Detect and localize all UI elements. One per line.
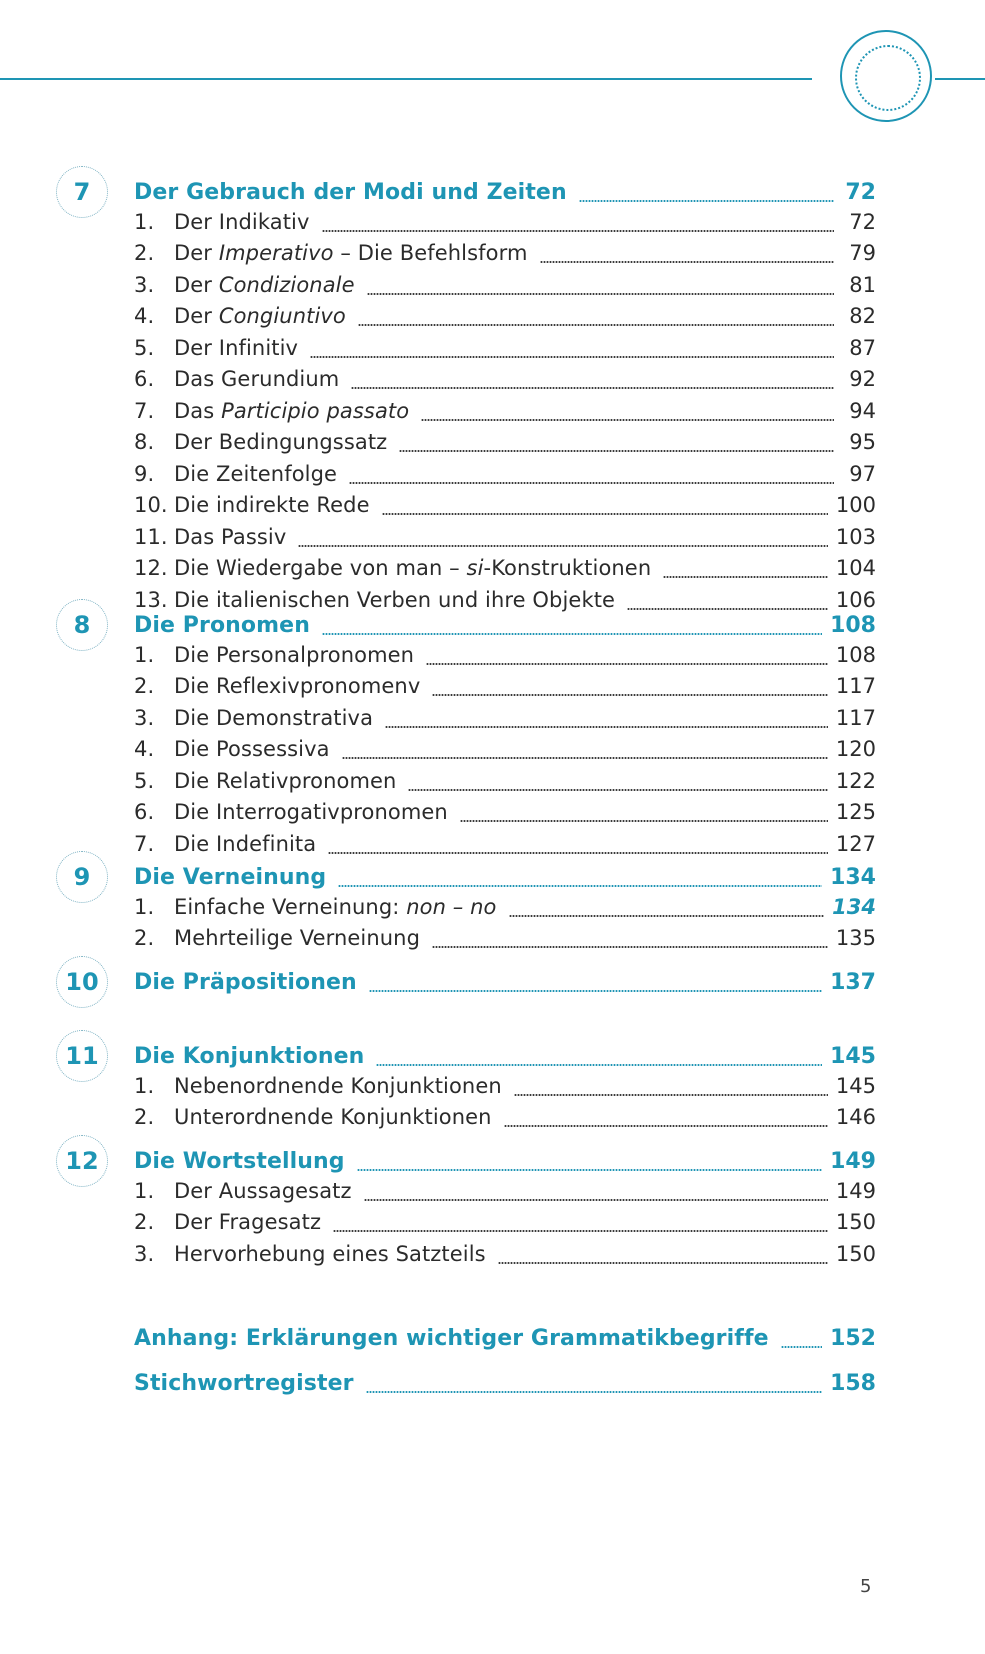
entry-label — [134, 706, 373, 730]
entry-number: 6. — [134, 800, 155, 824]
toc-entry[interactable] — [134, 1179, 876, 1209]
leader-dots — [382, 512, 828, 516]
chapter-page: 134 — [830, 865, 876, 890]
entry-label — [134, 210, 310, 234]
entry-page: 92 — [849, 367, 876, 391]
leader-dots — [333, 1229, 828, 1233]
entry-number: 2. — [134, 241, 155, 265]
entry-number: 3. — [134, 272, 155, 297]
leader-dots — [426, 662, 828, 666]
entry-label — [134, 493, 370, 517]
entry-page: 72 — [849, 209, 876, 234]
entry-title — [174, 1242, 486, 1266]
entry-title-text: Der Aussagesatz — [174, 1178, 352, 1203]
entry-title — [174, 895, 497, 919]
entry-number: 4. — [134, 304, 155, 328]
toc-entry[interactable] — [134, 895, 876, 925]
entry-number: 2. — [134, 1210, 155, 1234]
entry-title-text: Die Possessiva — [174, 737, 330, 761]
leader-dots — [579, 199, 834, 203]
leader-dots — [663, 575, 828, 579]
entry-title-text: Die indirekte Rede — [174, 493, 370, 517]
entry-title-text: Einfache Verneinung: — [174, 894, 407, 919]
entry-title-text: Der — [174, 241, 219, 265]
appendix-page: 152 — [830, 1326, 876, 1351]
entry-title-text: Die Interrogativpronomen — [174, 800, 448, 824]
leader-dots — [408, 788, 827, 792]
entry-number: 3. — [134, 705, 155, 730]
entry-page: 82 — [849, 304, 876, 328]
toc-entry[interactable] — [134, 336, 876, 366]
leader-dots — [364, 1198, 828, 1202]
appendix-page: 158 — [830, 1371, 876, 1396]
toc-entry[interactable] — [134, 1105, 876, 1135]
chapter-title: Die Verneinung — [134, 865, 327, 890]
entry-title — [174, 493, 370, 517]
entry-number: 2. — [134, 674, 155, 698]
toc-entry[interactable] — [134, 832, 876, 862]
entry-page: 134 — [832, 894, 876, 919]
entry-page: 146 — [835, 1105, 876, 1129]
entry-title — [174, 556, 651, 580]
entry-number: 7. — [134, 831, 155, 856]
toc-entry[interactable] — [134, 769, 876, 799]
leader-dots — [432, 945, 828, 949]
entry-title-text: Unterordnende Konjunktionen — [174, 1105, 492, 1129]
entry-number: 7. — [134, 398, 155, 423]
leader-dots — [367, 292, 834, 296]
entry-page: 87 — [849, 335, 876, 360]
entry-title — [174, 926, 420, 950]
entry-number: 5. — [134, 335, 155, 360]
entry-number: 10. — [134, 493, 168, 517]
entry-title — [174, 210, 310, 234]
leader-dots — [421, 418, 834, 422]
toc-entry[interactable] — [134, 462, 876, 492]
chapter-page: 137 — [830, 970, 876, 995]
entry-title-italic: si — [466, 556, 484, 580]
entry-number: 6. — [134, 367, 155, 391]
entry-number: 11. — [134, 524, 168, 549]
entry-label — [134, 1210, 321, 1234]
entry-title-text: Die italienischen Verben und ihre Objekte — [174, 587, 616, 612]
entry-title — [174, 241, 528, 265]
leader-dots — [460, 819, 828, 823]
entry-page: 81 — [849, 272, 876, 297]
entry-title-text: Der — [174, 272, 219, 297]
entry-number: 9. — [134, 461, 155, 486]
leader-dots — [509, 914, 825, 918]
leader-dots — [328, 851, 828, 855]
entry-page: 95 — [849, 430, 876, 454]
leader-dots — [399, 449, 834, 453]
entry-label — [134, 926, 420, 950]
entry-label — [134, 462, 337, 486]
entry-label — [134, 367, 339, 391]
entry-title — [174, 588, 615, 612]
entry-title — [174, 367, 339, 391]
entry-page: 103 — [835, 524, 876, 549]
toc-entry[interactable] — [134, 493, 876, 523]
chapter-page: 145 — [830, 1044, 876, 1069]
leader-dots — [366, 1390, 823, 1394]
entry-title — [174, 430, 387, 454]
entry-title — [174, 737, 330, 761]
entry-title — [174, 1179, 352, 1203]
entry-label — [134, 895, 497, 919]
entry-label — [134, 832, 316, 856]
leader-dots — [357, 1168, 822, 1172]
entry-title — [174, 273, 355, 297]
entry-title-suffix: – Die Befehlsform — [333, 241, 528, 265]
chapter-heading-entry[interactable] — [134, 1044, 876, 1074]
entry-title — [174, 800, 448, 824]
chapter-title: Die Wortstellung — [134, 1149, 345, 1174]
entry-title — [174, 399, 409, 423]
leader-dots — [514, 1093, 828, 1097]
toc-entry[interactable] — [134, 643, 876, 673]
leader-dots — [322, 632, 822, 636]
entry-label — [134, 674, 420, 698]
entry-title — [174, 643, 414, 667]
leader-dots — [432, 693, 828, 697]
entry-title — [174, 706, 373, 730]
toc-entry[interactable] — [134, 800, 876, 830]
entry-title-text: Der Bedingungssatz — [174, 430, 388, 454]
entry-number: 1. — [134, 1073, 155, 1098]
chapter-heading-entry[interactable] — [134, 613, 876, 643]
entry-page: 135 — [835, 926, 876, 950]
chapter-page: 149 — [830, 1149, 876, 1174]
toc-entry[interactable] — [134, 210, 876, 240]
toc-entry[interactable] — [134, 1074, 876, 1104]
chapter-title: Die Präpositionen — [134, 970, 357, 995]
entry-label — [134, 1074, 502, 1098]
entry-label — [134, 556, 651, 580]
entry-title-italic: Congiuntivo — [218, 304, 346, 328]
entry-title-text: Die Indefinita — [174, 831, 317, 856]
toc-entry[interactable] — [134, 273, 876, 303]
entry-label — [134, 800, 448, 824]
chapter-number-badge: 12 — [56, 1135, 108, 1187]
entry-number: 12. — [134, 556, 168, 580]
leader-dots — [349, 481, 834, 485]
entry-page: 149 — [835, 1178, 876, 1203]
entry-page: 120 — [835, 737, 876, 761]
entry-page: 117 — [835, 705, 876, 730]
toc-entry[interactable] — [134, 1242, 876, 1272]
toc-entry[interactable] — [134, 367, 876, 397]
chapter-number-badge: 7 — [56, 166, 108, 218]
toc-entry[interactable] — [134, 674, 876, 704]
entry-page: 125 — [835, 800, 876, 824]
entry-page: 117 — [835, 674, 876, 698]
entry-title-text: Die Wiedergabe von man – — [174, 556, 467, 580]
toc-entry[interactable] — [134, 241, 876, 271]
entry-label — [134, 1179, 352, 1203]
entry-number: 8. — [134, 430, 155, 454]
entry-page: 79 — [849, 241, 876, 265]
entry-number: 1. — [134, 1178, 155, 1203]
entry-title-text: Die Reflexivpronomenv — [174, 674, 421, 698]
entry-label — [134, 1242, 486, 1266]
chapter-title: Der Gebrauch der Modi und Zeiten — [134, 180, 567, 205]
entry-page: 108 — [835, 642, 876, 667]
entry-label — [134, 525, 286, 549]
entry-title-italic: Participio passato — [221, 398, 410, 423]
leader-dots — [498, 1261, 828, 1265]
entry-title — [174, 769, 396, 793]
leader-dots — [376, 1063, 822, 1067]
toc-entry[interactable] — [134, 556, 876, 586]
toc-entry[interactable] — [134, 525, 876, 555]
entry-number: 1. — [134, 209, 155, 234]
page-number: 5 — [860, 1576, 872, 1597]
entry-number: 1. — [134, 894, 155, 919]
entry-title — [174, 832, 316, 856]
entry-number: 1. — [134, 642, 155, 667]
entry-title-text: Die Demonstrativa — [174, 705, 374, 730]
entry-page: 127 — [835, 831, 876, 856]
entry-title-text: Das Passiv — [174, 524, 287, 549]
toc-entry[interactable] — [134, 706, 876, 736]
chapter-number-badge: 10 — [56, 956, 108, 1008]
chapter-title: Die Pronomen — [134, 613, 310, 638]
appendix-entry[interactable] — [134, 1371, 876, 1401]
chapter-heading-entry[interactable] — [134, 970, 876, 1000]
entry-page: 145 — [835, 1073, 876, 1098]
entry-title-text: Mehrteilige Verneinung — [174, 926, 421, 950]
entry-label — [134, 241, 528, 265]
entry-title — [174, 674, 420, 698]
entry-title — [174, 304, 346, 328]
entry-label — [134, 399, 409, 423]
leader-dots — [338, 884, 822, 888]
leader-dots — [504, 1124, 828, 1128]
chapter-page: 108 — [830, 613, 876, 638]
leader-dots — [298, 544, 828, 548]
entry-number: 2. — [134, 1105, 155, 1129]
entry-page: 122 — [835, 768, 876, 793]
leader-dots — [310, 355, 834, 359]
toc-entry[interactable] — [134, 399, 876, 429]
entry-title-text: Der Infinitiv — [174, 335, 299, 360]
entry-page: 106 — [835, 587, 876, 612]
entry-title-text: Der — [174, 304, 219, 328]
leader-dots — [627, 607, 828, 611]
chapter-heading-entry[interactable] — [134, 180, 876, 210]
leader-dots — [342, 756, 828, 760]
entry-title-italic: Imperativo — [218, 241, 334, 265]
entry-title-text: Der Fragesatz — [174, 1210, 322, 1234]
entry-title-text: Die Zeitenfolge — [174, 461, 338, 486]
leader-dots — [540, 260, 834, 264]
entry-title — [174, 1210, 321, 1234]
entry-label — [134, 588, 615, 612]
entry-page: 97 — [849, 461, 876, 486]
toc-entry[interactable] — [134, 1210, 876, 1240]
chapter-heading-entry[interactable] — [134, 865, 876, 895]
toc-entry[interactable] — [134, 926, 876, 956]
entry-title-text: Das Gerundium — [174, 367, 340, 391]
entry-title-text: Die Personalpronomen — [174, 642, 415, 667]
entry-title-suffix: -Konstruktionen — [483, 556, 652, 580]
toc-entry[interactable] — [134, 430, 876, 460]
chapter-number-badge: 9 — [56, 851, 108, 903]
chapter-number-badge: 8 — [56, 599, 108, 651]
entry-title — [174, 336, 298, 360]
leader-dots — [369, 989, 822, 993]
entry-number: 5. — [134, 768, 155, 793]
entry-title — [174, 1074, 502, 1098]
appendix-title: Stichwortregister — [134, 1371, 354, 1396]
entry-label — [134, 643, 414, 667]
entry-label — [134, 430, 387, 454]
chapter-number-badge: 11 — [56, 1030, 108, 1082]
entry-page: 150 — [835, 1210, 876, 1234]
entry-label — [134, 769, 396, 793]
leader-dots — [358, 323, 834, 327]
entry-number: 13. — [134, 587, 168, 612]
entry-title-text: Der Indikativ — [174, 209, 310, 234]
entry-page: 100 — [835, 493, 876, 517]
entry-page: 150 — [835, 1241, 876, 1266]
entry-label — [134, 737, 330, 761]
entry-title — [174, 1105, 492, 1129]
leader-dots — [781, 1345, 822, 1349]
entry-number: 4. — [134, 737, 155, 761]
appendix-title: Anhang: Erklärungen wichtiger Grammatikbegriffe — [134, 1326, 769, 1351]
entry-title-italic: non – no — [406, 894, 497, 919]
leader-dots — [351, 386, 834, 390]
entry-label — [134, 273, 355, 297]
entry-label — [134, 1105, 492, 1129]
toc-entry[interactable] — [134, 304, 876, 334]
chapter-title: Die Konjunktionen — [134, 1044, 365, 1069]
entry-page: 104 — [835, 556, 876, 580]
entry-title-text: Das — [174, 398, 222, 423]
appendix-entry[interactable] — [134, 1326, 876, 1356]
entry-title-text: Hervorhebung eines Satzteils — [174, 1241, 486, 1266]
entry-title — [174, 525, 286, 549]
entry-number: 3. — [134, 1241, 155, 1266]
entry-label — [134, 304, 346, 328]
entry-page: 94 — [849, 398, 876, 423]
entry-title-text: Nebenordnende Konjunktionen — [174, 1073, 502, 1098]
leader-dots — [322, 229, 834, 233]
chapter-page: 72 — [845, 180, 876, 205]
leader-dots — [385, 725, 828, 729]
entry-title-text: Die Relativpronomen — [174, 768, 397, 793]
entry-number: 2. — [134, 926, 155, 950]
chapter-heading-entry[interactable] — [134, 1149, 876, 1179]
entry-title-italic: Condizionale — [218, 272, 355, 297]
entry-title — [174, 462, 337, 486]
entry-label — [134, 336, 298, 360]
toc-entry[interactable] — [134, 737, 876, 767]
